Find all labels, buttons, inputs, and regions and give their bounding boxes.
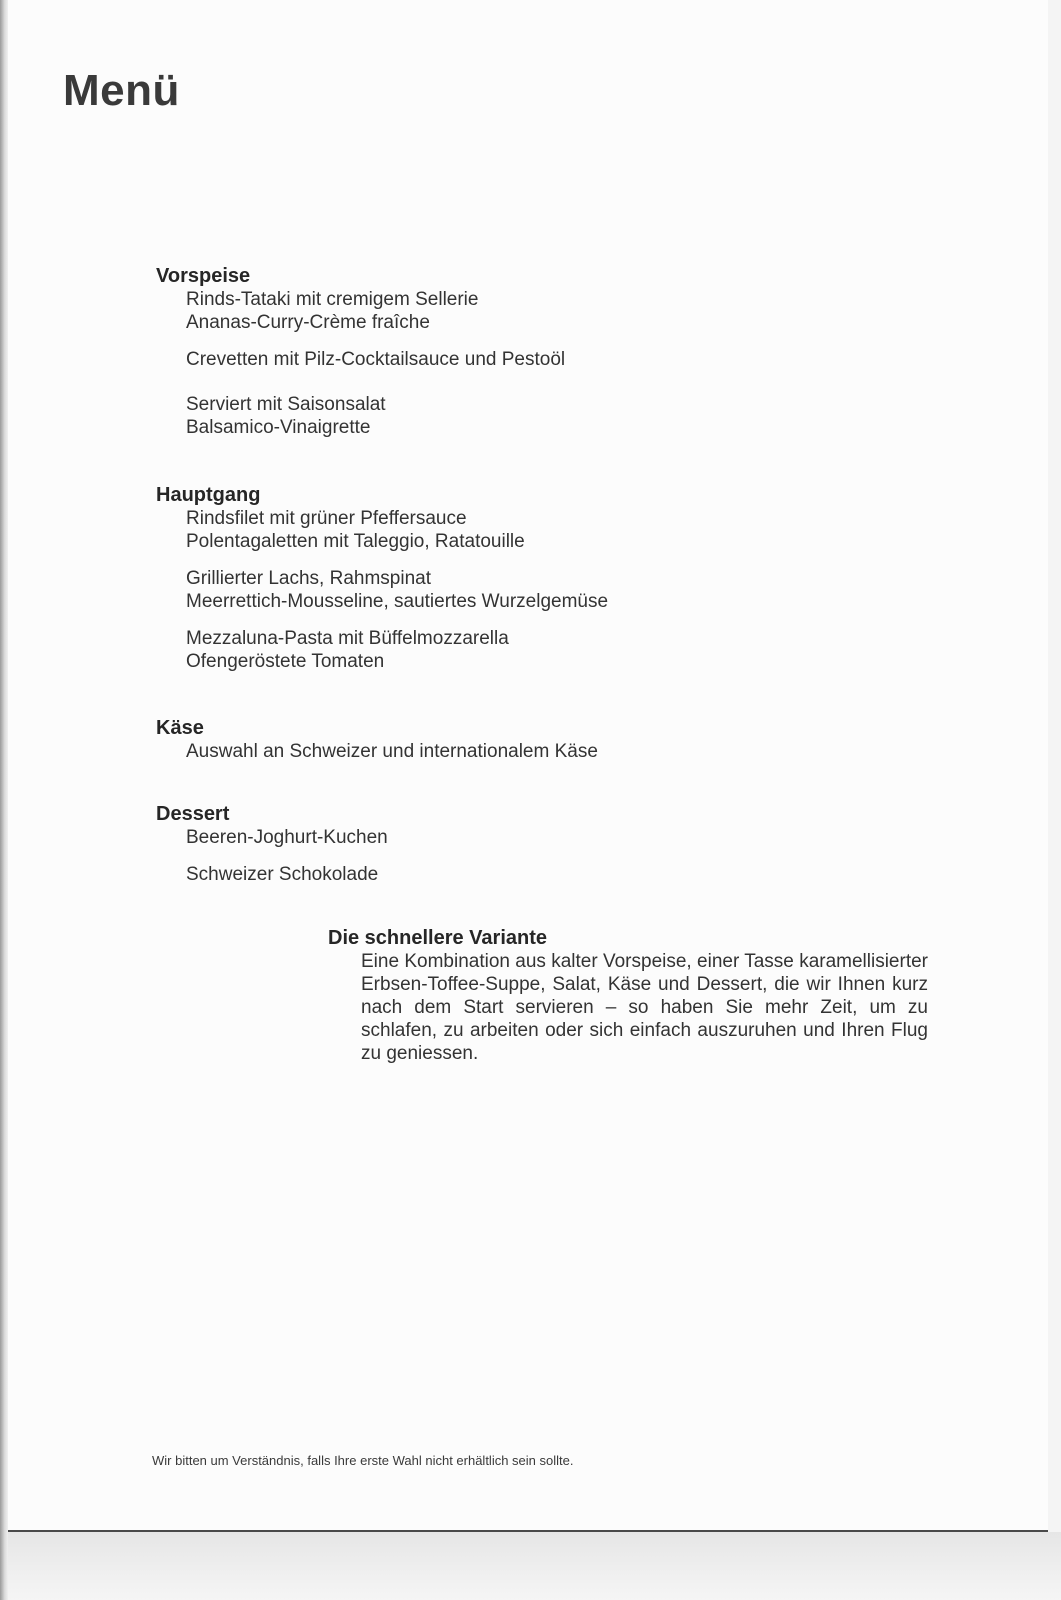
menu-item: [186, 348, 565, 371]
scan-background: [8, 1532, 1061, 1600]
page-edge: [0, 0, 8, 1600]
item-line: Meerrettich-Mousseline, sautiertes Wurzelgemüse: [186, 591, 609, 612]
item-line: Serviert mit Saisonsalat: [186, 394, 386, 415]
item-line: Crevetten mit Pilz-Cocktailsauce und Pestoöl: [186, 349, 566, 370]
item-line: Polentagaletten mit Taleggio, Ratatouille: [186, 531, 525, 552]
menu-item: [186, 393, 565, 439]
variant-description: Eine Kombination aus kalter Vorspeise, einer Tasse karamellisierter Erbsen-Toffee-Suppe, Salat, Käse und Dessert, die wir Ihnen kurz nach dem Start servieren – so haben Sie mehr Zeit, um zu schlafen, zu arbeiten oder sich einfach auszuruhen und Ihren Flug zu geniessen.: [361, 951, 928, 1064]
item-line: Auswahl an Schweizer und internationalem Käse: [186, 741, 598, 762]
menu-item: [186, 826, 388, 849]
item-line: Beeren-Joghurt-Kuchen: [186, 827, 388, 848]
menu-item: [186, 627, 608, 673]
item-line: Rinds-Tataki mit cremigem Sellerie: [186, 289, 479, 310]
item-line: Grillierter Lachs, Rahmspinat: [186, 568, 431, 589]
section-hauptgang: [156, 483, 608, 673]
section-heading: Hauptgang: [156, 484, 261, 506]
page-title: Menü: [63, 66, 180, 115]
menu-item: [186, 863, 388, 886]
footer-note: Wir bitten um Verständnis, falls Ihre erste Wahl nicht erhältlich sein sollte.: [152, 1453, 574, 1468]
section-heading: Käse: [156, 717, 204, 739]
section-fast-variant: [328, 926, 928, 1065]
menu-item: [186, 567, 608, 613]
section-heading: Die schnellere Variante: [328, 927, 548, 949]
item-line: Ananas-Curry-Crème fraîche: [186, 312, 430, 333]
item-line: Balsamico-Vinaigrette: [186, 417, 371, 438]
menu-item: [186, 740, 598, 763]
item-line: Mezzaluna-Pasta mit Büffelmozzarella: [186, 628, 509, 649]
section-vorspeise: [156, 264, 565, 439]
item-line: Ofengeröstete Tomaten: [186, 651, 385, 672]
section-dessert: [156, 802, 388, 886]
section-heading: Vorspeise: [156, 265, 251, 287]
section-heading: Dessert: [156, 803, 230, 825]
menu-page: [8, 0, 1048, 1532]
item-line: Schweizer Schokolade: [186, 864, 379, 885]
menu-item: [186, 507, 608, 553]
item-line: Rindsfilet mit grüner Pfeffersauce: [186, 508, 467, 529]
section-kaese: [156, 716, 598, 763]
menu-item: [186, 288, 565, 334]
